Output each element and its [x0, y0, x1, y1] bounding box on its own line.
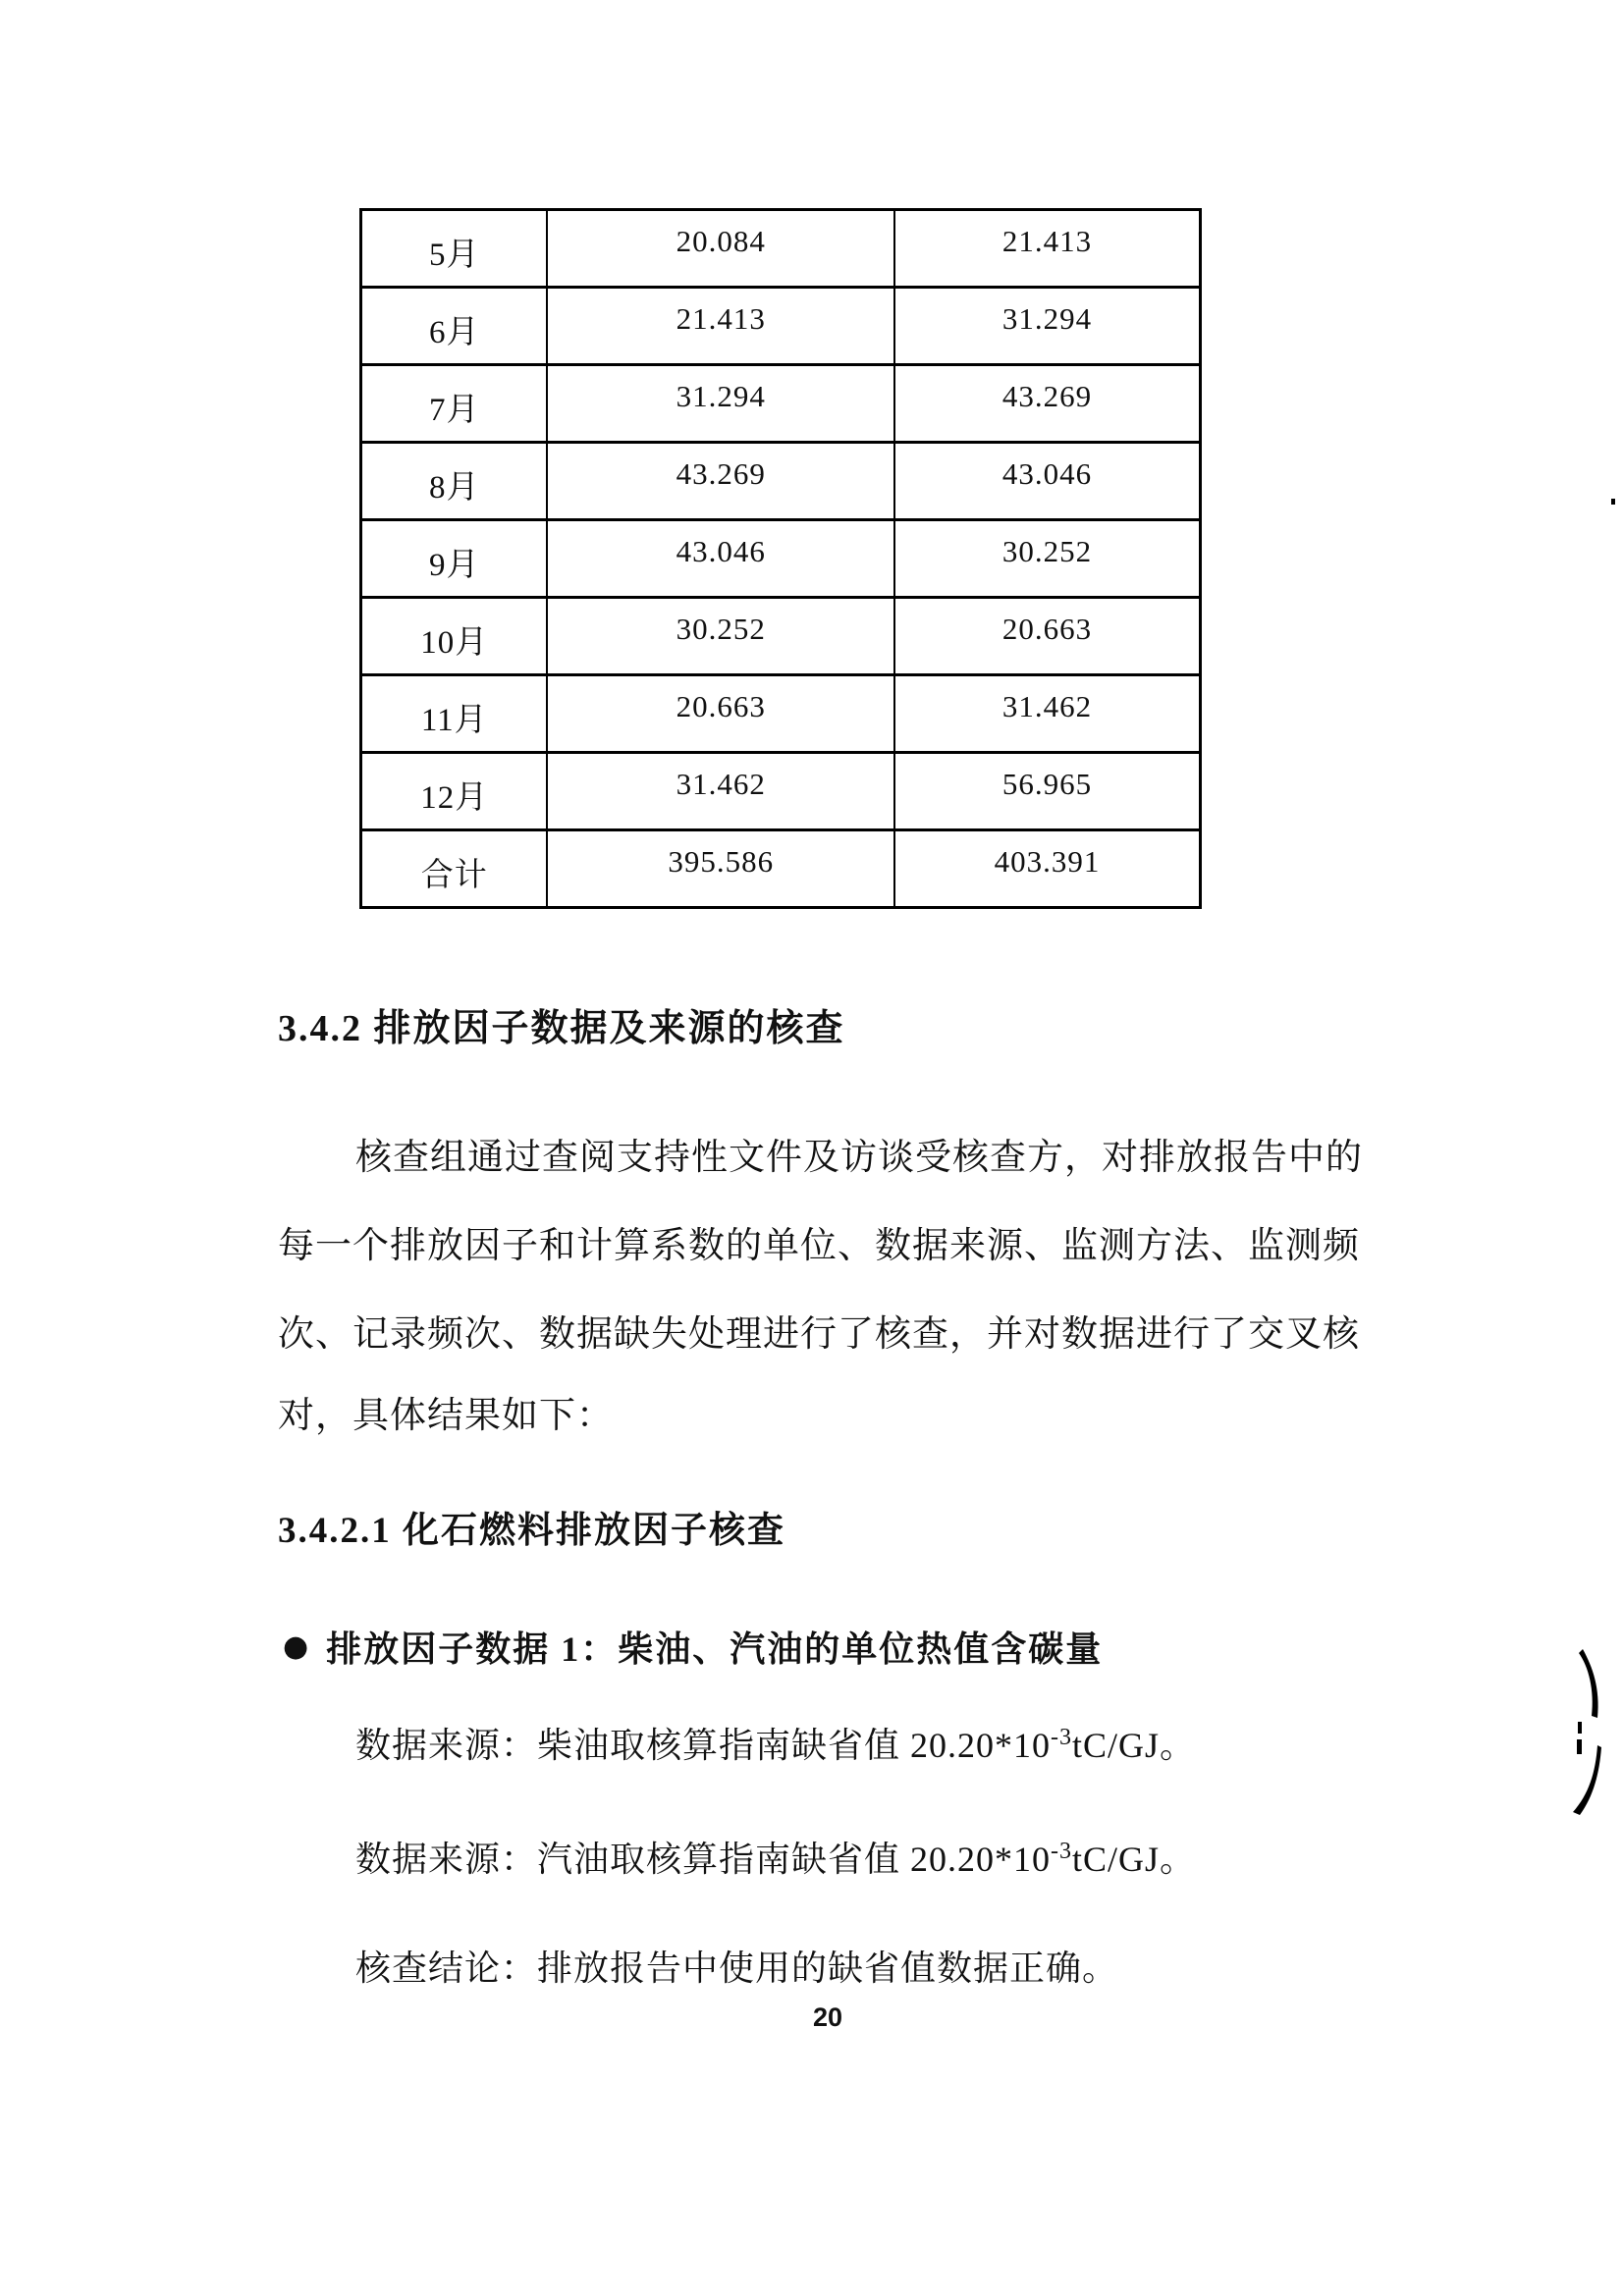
table-cell-value1: 30.252: [546, 599, 893, 673]
table-cell-month: 10月: [420, 624, 489, 661]
table-row: [362, 596, 1199, 673]
table-row: [362, 518, 1199, 596]
paragraph-line: 次、记录频次、数据缺失处理进行了核查，并对数据进行了交叉核: [278, 1314, 1360, 1355]
paragraph-line: 每一个排放因子和计算系数的单位、数据来源、监测方法、监测频: [278, 1226, 1360, 1266]
table-cell-value2: 56.965: [893, 754, 1199, 828]
table-row: [362, 211, 1199, 286]
table-cell-value2: 30.252: [893, 521, 1199, 596]
table-cell-total-label: 合计: [420, 857, 488, 893]
table-cell-value1: 31.462: [546, 754, 893, 828]
monthly-data-table: [359, 208, 1202, 909]
statement-unit: tC/GJ。: [1072, 1726, 1197, 1765]
table-cell-value2: 43.046: [893, 444, 1199, 518]
table-cell-value2: 43.269: [893, 366, 1199, 441]
bullet-label: 排放因子数据 1：柴油、汽油的单位热值含碳量: [326, 1629, 1104, 1669]
table-cell-value2: 31.462: [893, 676, 1199, 751]
table-cell-value1: 21.413: [546, 289, 893, 363]
statement-gasoline-source: [355, 1832, 1196, 1882]
table-cell-value2: 20.663: [893, 599, 1199, 673]
table-cell-month: 5月: [428, 237, 480, 273]
scan-artifact-mark: [1569, 1647, 1612, 1820]
table-cell-value1: 20.084: [546, 211, 893, 286]
table-cell-month: 11月: [420, 702, 488, 738]
bullet-item: [283, 1622, 1103, 1672]
superscript-exponent: -3: [1051, 1725, 1073, 1750]
table-row: [362, 751, 1199, 828]
table-cell-value2: 21.413: [893, 211, 1199, 286]
table-cell-month: 9月: [428, 547, 480, 583]
paragraph-line: 对，具体结果如下：: [278, 1396, 614, 1436]
page-number: 20: [813, 2002, 843, 2032]
table-cell-value2: 31.294: [893, 289, 1199, 363]
table-cell-value1: 43.046: [546, 521, 893, 596]
table-cell-total-value2: 403.391: [893, 831, 1199, 906]
table-cell-value1: 31.294: [546, 366, 893, 441]
table-cell-value1: 43.269: [546, 444, 893, 518]
table-row: [362, 363, 1199, 441]
section-heading-3421: 3.4.2.1 化石燃料排放因子核查: [278, 1511, 785, 1551]
table-cell-month: 6月: [428, 314, 480, 350]
statement-unit: tC/GJ。: [1072, 1840, 1197, 1879]
statement-conclusion: 核查结论：排放报告中使用的缺省值数据正确。: [355, 1949, 1119, 1988]
paragraph-line: 核查组通过查阅支持性文件及访谈受核查方，对排放报告中的: [355, 1138, 1363, 1178]
table-row: [362, 286, 1199, 363]
table-cell-total-value1: 395.586: [546, 831, 893, 906]
statement-diesel-source: [355, 1718, 1196, 1768]
superscript-exponent: -3: [1051, 1839, 1073, 1864]
table-cell-month: 8月: [428, 469, 480, 506]
table-cell-month: 12月: [420, 779, 489, 816]
bullet-icon: ●: [283, 1629, 311, 1664]
table-cell-month: 7月: [428, 392, 480, 428]
statement-text: 数据来源：柴油取核算指南缺省值 20.20*10: [355, 1726, 1052, 1765]
section-heading-342: 3.4.2 排放因子数据及来源的核查: [278, 1008, 845, 1049]
table-row: [362, 673, 1199, 751]
table-row-total: [362, 828, 1199, 906]
statement-text: 数据来源：汽油取核算指南缺省值 20.20*10: [355, 1840, 1052, 1879]
table-row: [362, 441, 1199, 518]
scan-speck: [1611, 499, 1615, 505]
table-cell-value1: 20.663: [546, 676, 893, 751]
